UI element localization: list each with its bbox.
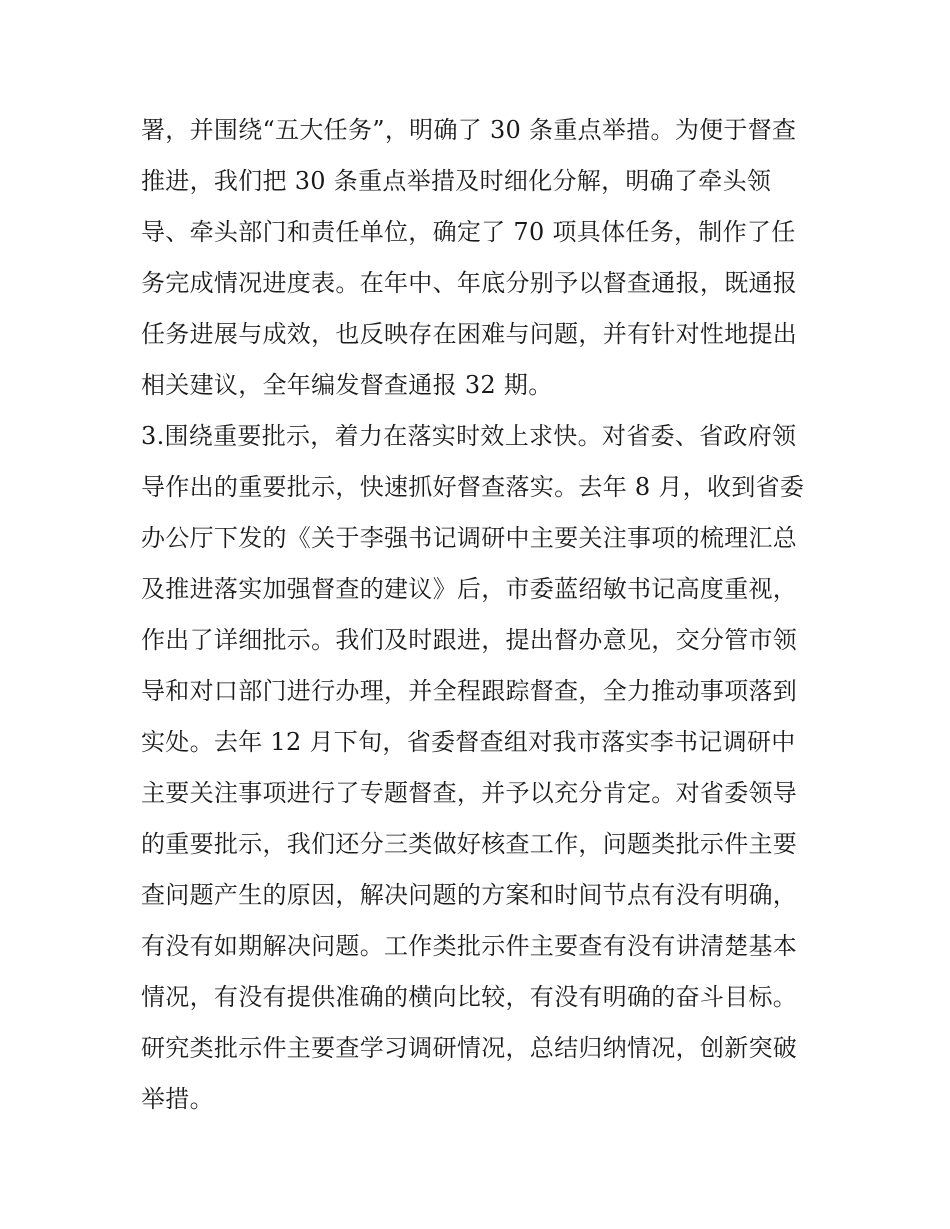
text-line: 实处。去年 12 月下旬，省委督查组对我市落实李书记调研中 bbox=[141, 728, 796, 756]
text-line: 有没有如期解决问题。工作类批示件主要查有没有讲清楚基本 bbox=[141, 932, 798, 960]
text-line: 查问题产生的原因，解决问题的方案和时间节点有没有明确， bbox=[141, 881, 798, 909]
text-line: 作出了详细批示。我们及时跟进，提出督办意见，交分管市领 bbox=[141, 626, 798, 654]
text-line: 推进，我们把 30 条重点举措及时细化分解，明确了牵头领 bbox=[141, 167, 772, 195]
text-line: 的重要批示，我们还分三类做好核查工作，问题类批示件主要 bbox=[141, 830, 798, 858]
text-line: 导作出的重要批示，快速抓好督查落实。去年 8 月，收到省委 bbox=[141, 473, 805, 501]
text-line: 相关建议，全年编发督查通报 32 期。 bbox=[141, 371, 553, 399]
text-line: 情况，有没有提供准确的横向比较，有没有明确的奋斗目标。 bbox=[141, 983, 798, 1011]
text-line: 任务进展与成效，也反映存在困难与问题，并有针对性地提出 bbox=[141, 320, 798, 348]
text-line: 研究类批示件主要查学习调研情况，总结归纳情况，创新突破 bbox=[141, 1034, 798, 1062]
text-line: 务完成情况进度表。在年中、年底分别予以督查通报，既通报 bbox=[141, 269, 798, 297]
text-line: 办公厅下发的《关于李强书记调研中主要关注事项的梳理汇总 bbox=[141, 524, 798, 552]
text-line: 导和对口部门进行办理，并全程跟踪督查，全力推动事项落到 bbox=[141, 677, 798, 705]
text-line: 署，并围绕“五大任务”，明确了 30 条重点举措。为便于督查 bbox=[141, 116, 797, 144]
text-line: 主要关注事项进行了专题督查，并予以充分肯定。对省委领导 bbox=[141, 779, 798, 807]
text-line: 及推进落实加强督查的建议》后，市委蓝绍敏书记高度重视， bbox=[141, 575, 798, 603]
text-line: 导、牵头部门和责任单位，确定了 70 项具体任务，制作了任 bbox=[141, 218, 796, 246]
text-line: 举措。 bbox=[141, 1085, 214, 1113]
text-line: 3.围绕重要批示，着力在落实时效上求快。对省委、省政府领 bbox=[141, 422, 797, 450]
body-text bbox=[141, 105, 831, 1125]
